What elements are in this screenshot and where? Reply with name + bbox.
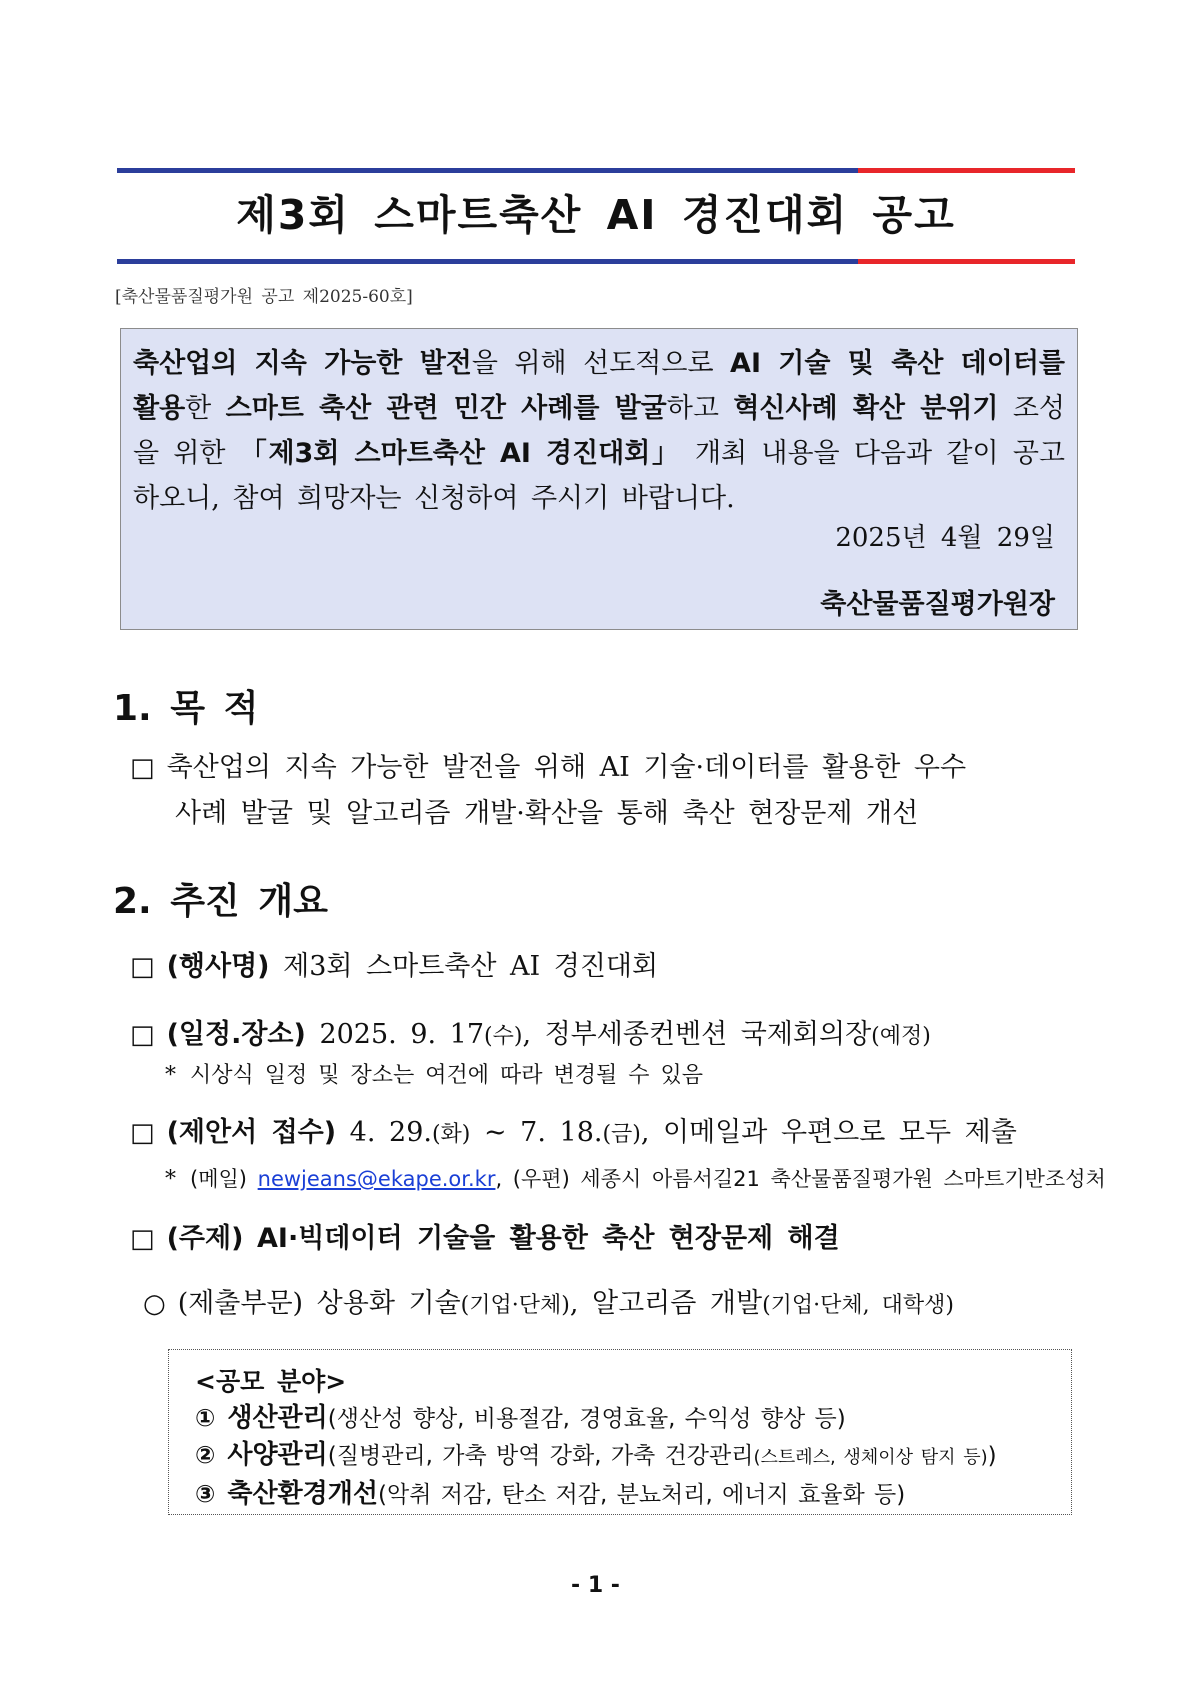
intro-bold: 「제3회 스마트축산 AI 경진대회」 <box>239 438 681 469</box>
field-number: ② <box>195 1441 216 1469</box>
event-label: (행사명) <box>166 951 270 982</box>
title-bar-top <box>117 168 1075 173</box>
field-item <box>195 1476 1071 1513</box>
division-algorithm: , 알고리즘 개발 <box>569 1288 763 1319</box>
page-number: - 1 - <box>571 1573 620 1598</box>
page-title: 제3회 스마트축산 AI 경진대회 공고 <box>236 191 956 239</box>
proposal-label: (제안서 접수) <box>166 1117 337 1148</box>
intro-box <box>120 328 1078 630</box>
proposal-post-address: , (우편) 세종시 아름서길21 축산물품질평가원 스마트기반조성처 <box>495 1167 1106 1191</box>
division-commercial: (제출부문) 상용화 기술 <box>177 1288 461 1319</box>
purpose-item <box>130 745 966 837</box>
schedule-date: 2025. 9. 17 <box>319 1019 485 1050</box>
contest-fields-box <box>168 1349 1072 1515</box>
title-bar-red <box>858 168 1075 173</box>
proposal-email-link[interactable]: newjeans@ekape.or.kr <box>257 1167 496 1191</box>
field-description: (질병관리, 가축 방역 강화, 가축 건강관리 <box>327 1443 754 1469</box>
topic-label: (주제) <box>166 1223 244 1254</box>
purpose-text-line1: 축산업의 지속 가능한 발전을 위해 AI 기술·데이터를 활용한 우수 <box>166 752 967 783</box>
intro-bold: AI 기술 및 축산 데이터를 활용 <box>133 348 1066 424</box>
proposal-start-weekday: (화) <box>431 1122 471 1147</box>
schedule-label: (일정.장소) <box>166 1019 306 1050</box>
intro-text-part: 조성을 위한 <box>133 393 1065 469</box>
proposal-end-weekday: (금) <box>602 1122 641 1147</box>
intro-text-part: 한 <box>185 393 226 424</box>
event-value: 제3회 스마트축산 AI 경진대회 <box>283 951 659 982</box>
field-description: (생산성 향상, 비용절감, 경영효율, 수익성 향상 등) <box>327 1406 846 1432</box>
note-star: * <box>165 1167 176 1192</box>
proposal-end: ~ 7. 18. <box>470 1117 603 1148</box>
schedule-item <box>130 1012 931 1060</box>
proposal-note <box>165 1163 1106 1193</box>
division-item <box>143 1281 954 1329</box>
intro-bold: 혁신사례 확산 분위기 <box>733 393 999 424</box>
field-description-detail: (스트레스, 생체이상 탐지 등) <box>753 1447 988 1468</box>
schedule-tentative: (예정) <box>871 1024 931 1049</box>
field-category: 생산관리 <box>227 1403 328 1433</box>
section-heading-overview: 2. 추진 개요 <box>113 881 328 922</box>
proposal-item <box>130 1110 1017 1158</box>
signature: 축산물품질평가원장 <box>820 589 1055 620</box>
topic-item <box>130 1216 840 1262</box>
field-number: ③ <box>195 1480 216 1508</box>
circle-bullet: ○ <box>143 1289 166 1319</box>
schedule-note-text: 시상식 일정 및 장소는 여건에 따라 변경될 수 있음 <box>190 1063 703 1088</box>
field-number: ① <box>195 1404 216 1432</box>
title-bar-bottom <box>117 259 1075 264</box>
intro-text <box>133 341 1065 521</box>
checkbox-bullet: □ <box>130 1224 155 1254</box>
proposal-mail-label: (메일) <box>190 1167 258 1191</box>
schedule-weekday: (수) <box>484 1024 523 1049</box>
checkbox-bullet: □ <box>130 1118 155 1148</box>
section-heading-purpose: 1. 목 적 <box>113 688 259 729</box>
division-algorithm-target: (기업·단체, 대학생) <box>762 1293 955 1318</box>
intro-text-part: 개최 내용을 다음과 같이 공고하오니, 참여 희망자는 신청하여 주시기 바랍니다. <box>133 438 1065 514</box>
field-category: 사양관리 <box>227 1440 328 1470</box>
field-description: (악취 저감, 탄소 저감, 분뇨처리, 에너지 효율화 등) <box>378 1482 906 1508</box>
title-bar-blue <box>117 259 858 264</box>
event-name-item <box>130 944 658 990</box>
intro-text-part: 하고 <box>666 393 734 424</box>
checkbox-bullet: □ <box>130 952 155 982</box>
field-description-close: ) <box>987 1443 997 1469</box>
intro-bold: 스마트 축산 관련 민간 사례를 발굴 <box>225 393 667 424</box>
division-commercial-target: (기업·단체) <box>460 1293 570 1318</box>
intro-text-part: 을 위해 선도적으로 <box>471 348 731 379</box>
purpose-text-line2: 사례 발굴 및 알고리즘 개발·확산을 통해 축산 현장문제 개선 <box>175 798 919 829</box>
title-bar-blue <box>117 168 858 173</box>
notice-number: [축산물품질평가원 공고 제2025-60호] <box>115 287 413 307</box>
checkbox-bullet: □ <box>130 1020 155 1050</box>
proposal-method: , 이메일과 우편으로 모두 제출 <box>640 1117 1017 1148</box>
schedule-place: , 정부세종컨벤션 국제회의장 <box>522 1019 872 1050</box>
intro-bold: 축산업의 지속 가능한 발전 <box>133 348 472 379</box>
proposal-start: 4. 29. <box>349 1117 432 1148</box>
schedule-note <box>165 1058 703 1089</box>
checkbox-bullet: □ <box>130 753 155 783</box>
title-bar-red <box>858 259 1075 264</box>
topic-value: AI·빅데이터 기술을 활용한 축산 현장문제 해결 <box>257 1223 840 1254</box>
field-category: 축산환경개선 <box>227 1479 379 1509</box>
field-item <box>195 1437 1071 1476</box>
notice-date: 2025년 4월 29일 <box>835 523 1055 553</box>
field-item <box>195 1400 1071 1437</box>
fields-title: <공모 분야> <box>195 1367 347 1396</box>
note-star: * <box>165 1063 176 1088</box>
